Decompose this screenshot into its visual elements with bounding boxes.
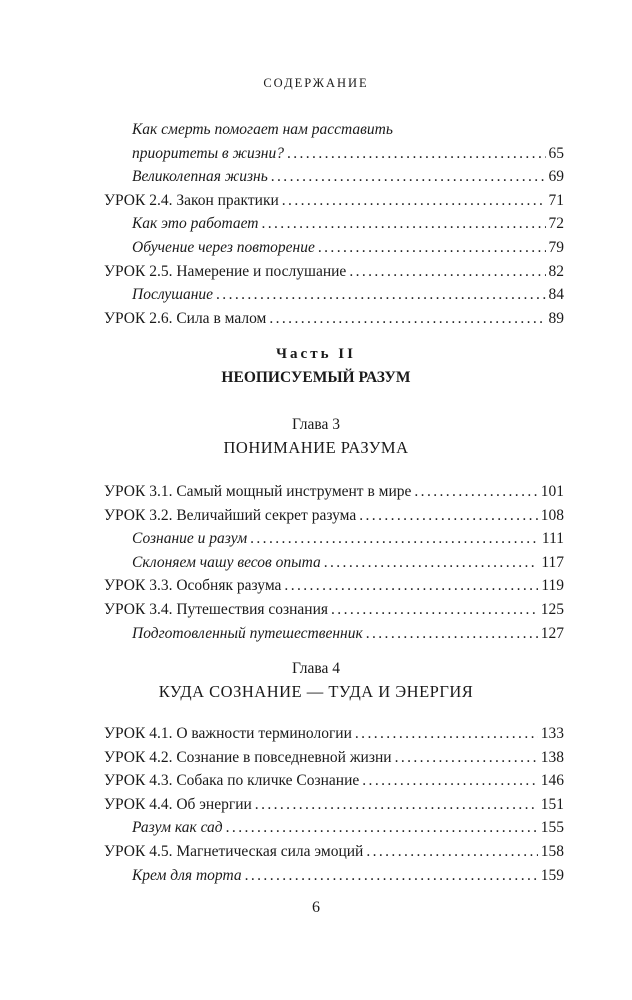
toc-entry bbox=[104, 307, 564, 331]
toc-subentry bbox=[104, 212, 564, 236]
toc-entry-title: Крем для торта bbox=[132, 866, 242, 884]
toc-leader-dots bbox=[414, 480, 537, 504]
toc-page-number: 71 bbox=[548, 191, 564, 209]
part-title: НЕОПИСУЕМЫЙ РАЗУМ bbox=[221, 369, 411, 386]
toc-block-chapter3 bbox=[104, 480, 564, 645]
toc-leader-dots bbox=[359, 504, 538, 528]
toc-leader-dots bbox=[226, 816, 538, 840]
toc-block-chapter4 bbox=[104, 722, 564, 887]
toc-entry-title: УРОК 4.4. Об энергии bbox=[104, 795, 252, 813]
toc-entry bbox=[104, 722, 564, 746]
toc-page-number: 133 bbox=[540, 725, 564, 742]
toc-entry bbox=[104, 598, 564, 622]
toc-entry-title: Великолепная жизнь bbox=[132, 168, 268, 186]
toc-entry-title: УРОК 3.2. Величайший секрет разума bbox=[104, 506, 357, 524]
toc-entry-title: УРОК 2.6. Сила в малом bbox=[104, 309, 267, 327]
toc-subentry bbox=[104, 283, 564, 307]
chapter-4-title: КУДА СОЗНАНИЕ — ТУДА И ЭНЕРГИЯ bbox=[158, 682, 474, 701]
toc-entry-title: Разум как сад bbox=[132, 819, 223, 837]
toc-page-number: 159 bbox=[540, 866, 564, 884]
toc-leader-dots bbox=[366, 622, 538, 646]
toc-page-number: 69 bbox=[548, 168, 564, 186]
toc-entry bbox=[104, 746, 564, 770]
toc-entry-title: УРОК 4.1. О важности терминологии bbox=[104, 725, 352, 742]
toc-page-number: 155 bbox=[540, 819, 564, 837]
toc-entry-title: УРОК 3.3. Особняк разума bbox=[104, 577, 282, 595]
toc-entry bbox=[104, 574, 564, 598]
toc-entry-title: УРОК 3.4. Путешествия сознания bbox=[104, 600, 329, 618]
toc-entry-title: Склоняем чашу весов опыта bbox=[132, 553, 321, 571]
toc-subentry bbox=[104, 142, 564, 166]
toc-subentry bbox=[104, 551, 564, 575]
toc-leader-dots bbox=[324, 551, 539, 575]
toc-entry-title: Сознание и разум bbox=[132, 530, 248, 548]
toc-subentry bbox=[104, 165, 564, 189]
toc-entry bbox=[104, 840, 564, 864]
toc-leader-dots bbox=[284, 574, 538, 598]
toc-leader-dots bbox=[216, 283, 545, 307]
chapter-3-title: ПОНИМАНИЕ РАЗУМА bbox=[223, 438, 409, 457]
toc-leader-dots bbox=[255, 793, 538, 817]
toc-page-number: 84 bbox=[548, 286, 564, 304]
toc-leader-dots bbox=[261, 212, 545, 236]
toc-block-part1 bbox=[104, 118, 564, 330]
toc-entry-title: Обучение через повторение bbox=[132, 238, 315, 256]
toc-subentry bbox=[104, 864, 564, 888]
toc-page-number: 101 bbox=[540, 483, 564, 500]
toc-leader-dots bbox=[395, 746, 538, 770]
toc-subentry bbox=[104, 816, 564, 840]
toc-page-number: 82 bbox=[548, 262, 564, 280]
toc-entry-title: УРОК 4.2. Сознание в повседневной жизни bbox=[104, 748, 392, 766]
toc-leader-dots bbox=[287, 142, 546, 166]
toc-entry-title: Послушание bbox=[132, 286, 214, 304]
toc-subentry bbox=[104, 118, 564, 142]
toc-page-number: 89 bbox=[548, 309, 564, 327]
toc-subentry bbox=[104, 236, 564, 260]
toc-leader-dots bbox=[366, 840, 537, 864]
toc-entry bbox=[104, 504, 564, 528]
toc-leader-dots bbox=[245, 864, 538, 888]
toc-page-number: 119 bbox=[541, 577, 564, 595]
toc-entry bbox=[104, 189, 564, 213]
toc-entry-title: УРОК 4.3. Собака по кличке Сознание bbox=[104, 772, 360, 790]
toc-leader-dots bbox=[349, 260, 545, 284]
toc-leader-dots bbox=[355, 722, 538, 746]
toc-entry-title: УРОК 3.1. Самый мощный инструмент в мире bbox=[104, 483, 412, 500]
toc-page-number: 65 bbox=[548, 144, 564, 162]
toc-subentry bbox=[104, 622, 564, 646]
toc-page-number: 72 bbox=[548, 215, 564, 233]
chapter-3-label: Глава 3 bbox=[291, 416, 341, 433]
toc-entry bbox=[104, 480, 564, 504]
toc-page-number: 151 bbox=[540, 795, 564, 813]
toc-page-number: 79 bbox=[548, 238, 564, 256]
toc-page-number: 111 bbox=[541, 530, 564, 548]
toc-page-number: 146 bbox=[540, 772, 564, 790]
toc-leader-dots bbox=[362, 769, 537, 793]
toc-entry-title: Подготовленный путешественник bbox=[132, 624, 363, 642]
toc-entry-title: УРОК 2.5. Намерение и послушание bbox=[104, 262, 347, 280]
part-label: Часть II bbox=[276, 346, 356, 362]
toc-entry-title: Как это работает bbox=[132, 215, 259, 233]
toc-entry bbox=[104, 260, 564, 284]
toc-page-number: 127 bbox=[540, 624, 564, 642]
page-number: 6 bbox=[312, 899, 320, 916]
toc-subentry bbox=[104, 527, 564, 551]
toc-entry bbox=[104, 793, 564, 817]
toc-entry-title: Как смерть помогает нам расставить bbox=[132, 121, 393, 138]
toc-page-number: 158 bbox=[540, 842, 564, 860]
toc-entry-title: УРОК 2.4. Закон практики bbox=[104, 191, 279, 209]
toc-page-number: 138 bbox=[540, 748, 564, 766]
toc-leader-dots bbox=[269, 307, 545, 331]
toc-leader-dots bbox=[331, 598, 538, 622]
chapter-4-label: Глава 4 bbox=[291, 660, 341, 677]
toc-page-number: 125 bbox=[540, 600, 564, 618]
toc-leader-dots bbox=[250, 527, 539, 551]
toc-page-number: 108 bbox=[540, 506, 564, 524]
toc-leader-dots bbox=[271, 165, 546, 189]
toc-page-number: 117 bbox=[541, 553, 564, 571]
running-head: СОДЕРЖАНИЕ bbox=[263, 76, 369, 90]
toc-leader-dots bbox=[318, 236, 546, 260]
toc-entry bbox=[104, 769, 564, 793]
toc-entry-title: УРОК 4.5. Магнетическая сила эмоций bbox=[104, 842, 364, 860]
toc-leader-dots bbox=[282, 189, 546, 213]
toc-entry-title: приоритеты в жизни? bbox=[132, 144, 284, 162]
